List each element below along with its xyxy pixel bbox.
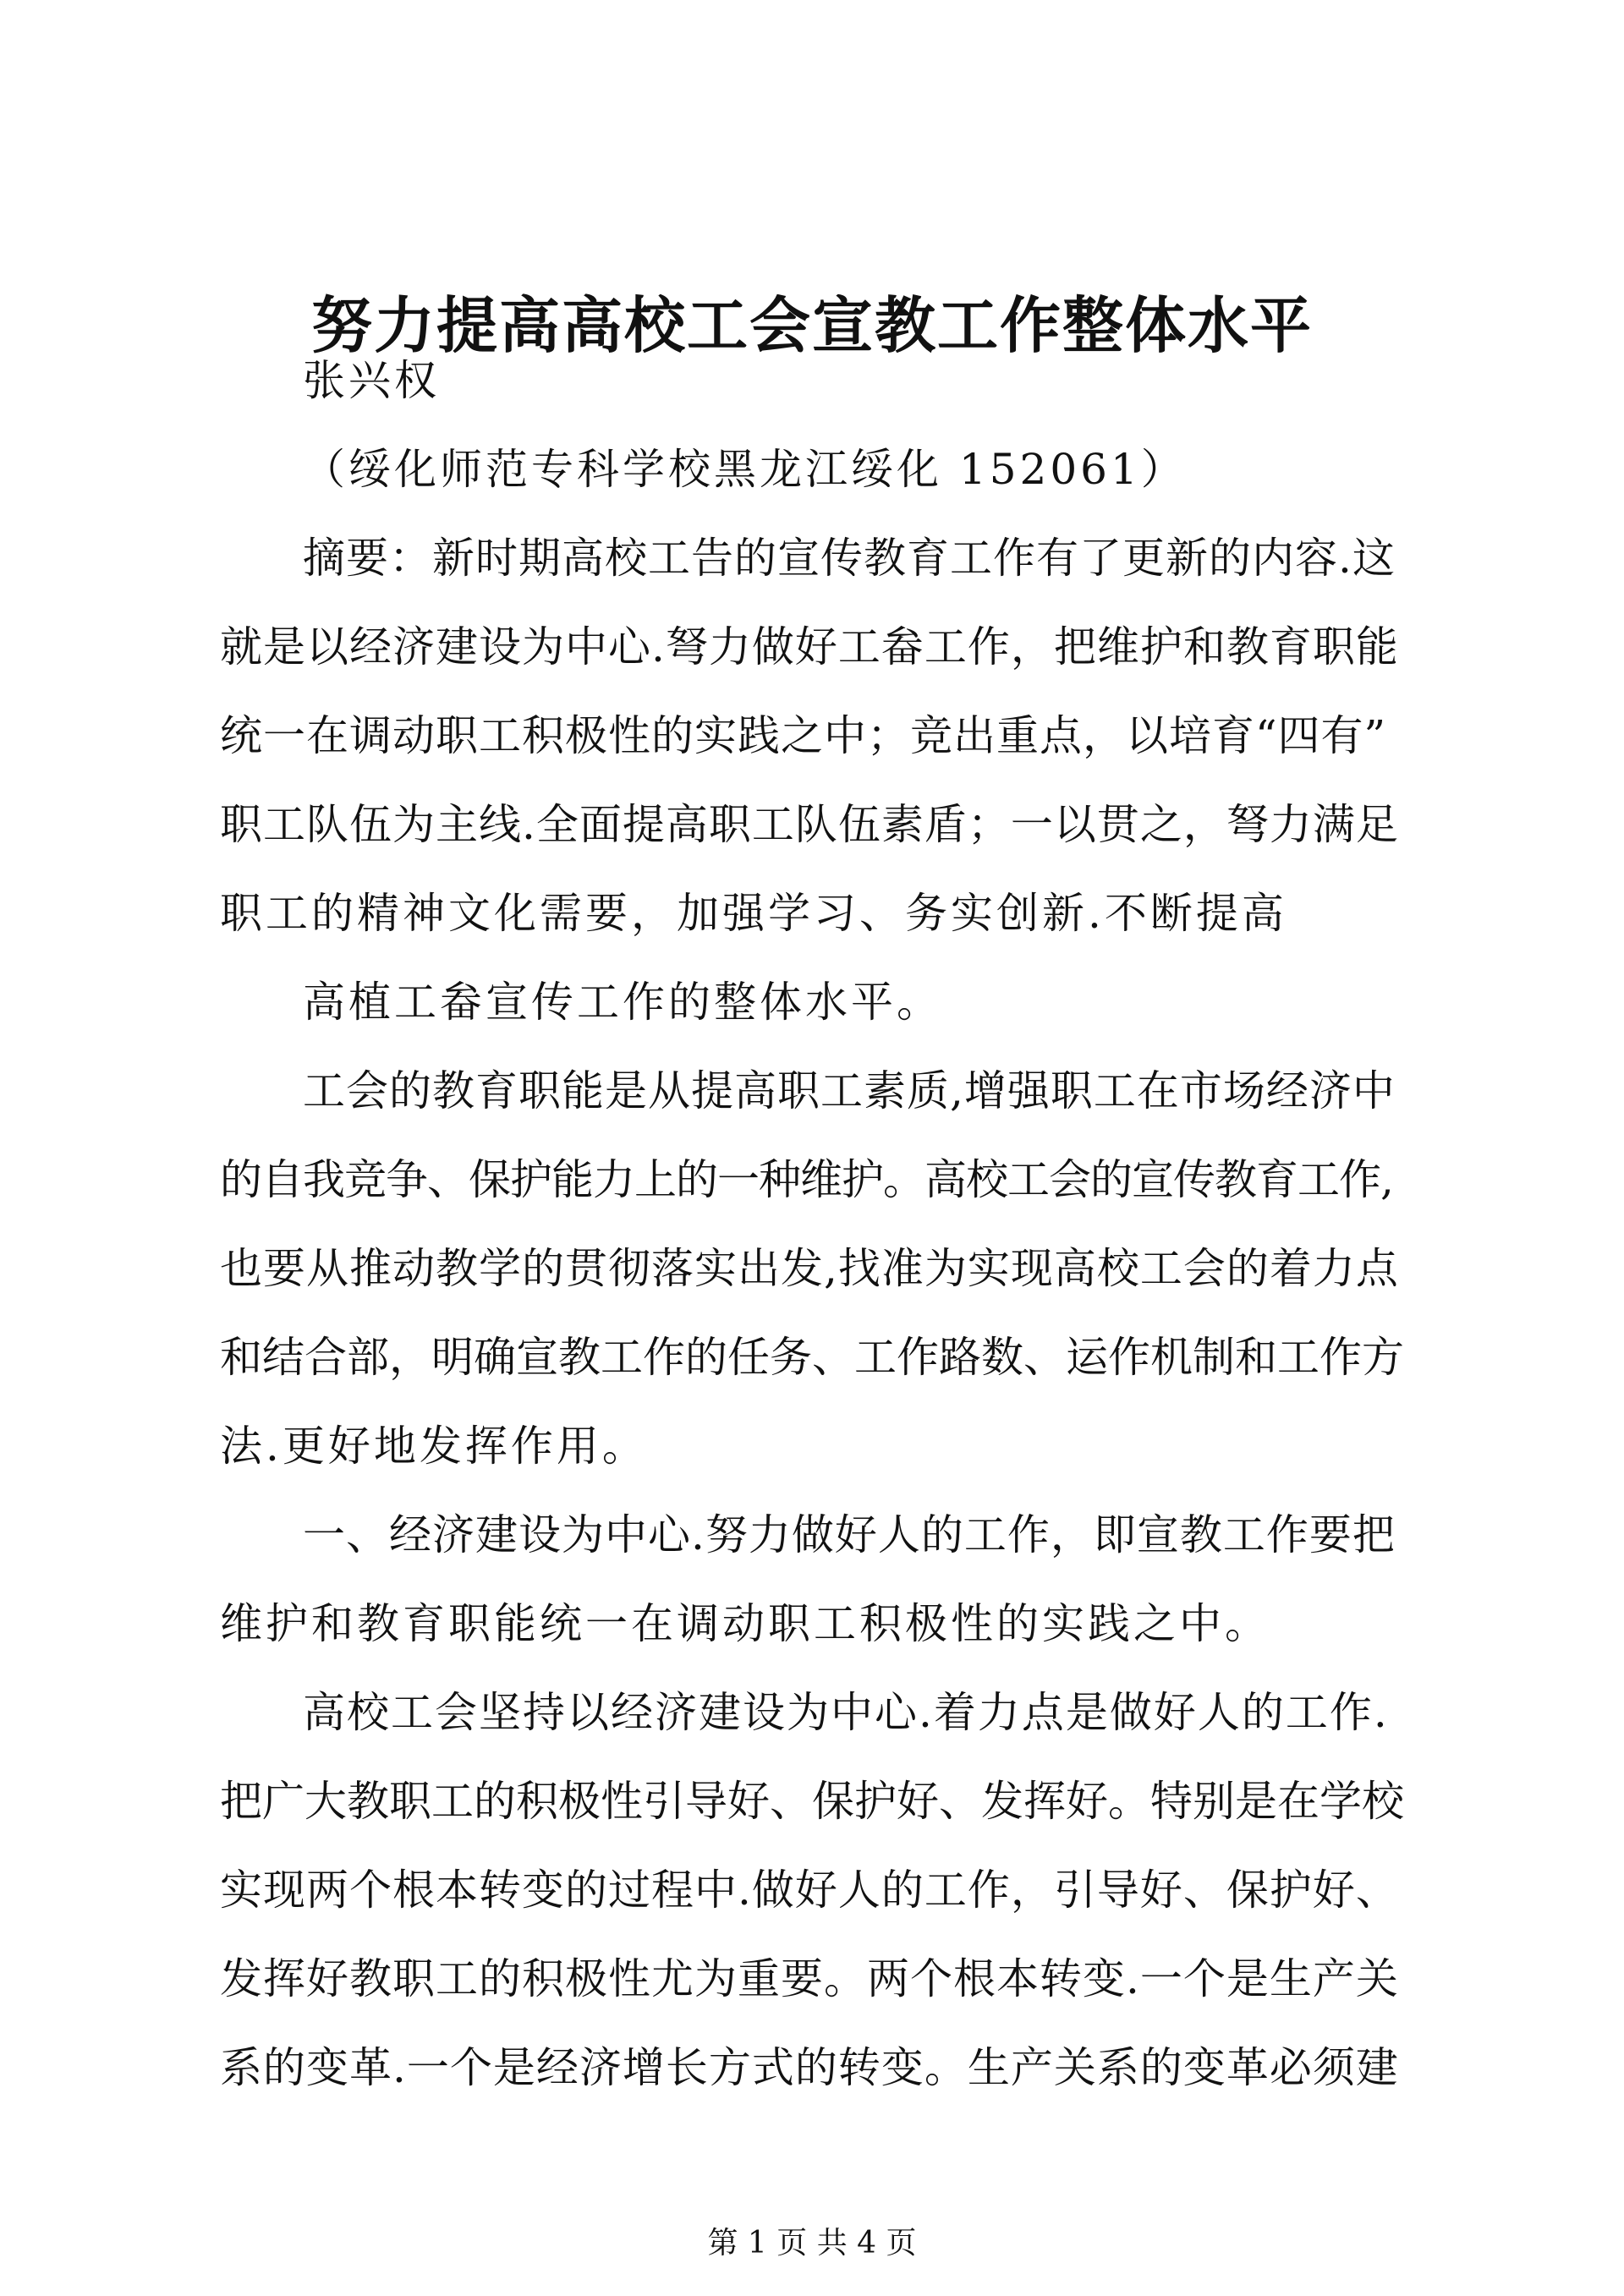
paragraph-line: 工会的教育职能是从提高职工素质,增强职工在市场经济中 bbox=[303, 1066, 1396, 1115]
paragraph-line: 高植工畚宣传工作的整体水平。 bbox=[303, 978, 942, 1027]
document-title: 努力提高高校工会宣教工作整体水平 bbox=[310, 289, 1313, 361]
paragraph-line: 实现两个根本转变的过程中.做好人的工作，引导好、保护好、 bbox=[220, 1866, 1399, 1915]
section-heading-line: 维护和教育职能统一在调动职工积极性的实践之中。 bbox=[220, 1599, 1270, 1648]
paragraph-line: 发挥好教职工的积极性尤为重要。两个根本转变.一个是生产关 bbox=[220, 1954, 1399, 2003]
section-heading-line: 一、经济建设为中心.努力做好人的工作，即宣教工作要把 bbox=[303, 1510, 1396, 1559]
paragraph-line: 职工队伍为主线.全面提高职工队伍素盾；一以贯之，弩力满足 bbox=[220, 800, 1399, 849]
paragraph-line: 统一在调动职工积极性的实践之中；竞出重点，以培育“四有” bbox=[220, 711, 1387, 760]
paragraph-line: 职工的精神文化需要，加强学习、务实创新.不断提高 bbox=[220, 889, 1287, 938]
page-footer: 第 1 页 共 4 页 bbox=[707, 2226, 917, 2260]
paragraph-line: 就是以经济建设为中心.弩力做好工畚工作，把维护和教育职能 bbox=[220, 622, 1399, 671]
author-name: 张兴权 bbox=[303, 356, 440, 405]
paragraph-line: 把广大教职工的积极性引导好、保护好、发挥好。特别是在学校 bbox=[220, 1777, 1404, 1826]
paragraph-line: 法.更好地发挥作用。 bbox=[220, 1422, 648, 1471]
paragraph-line: 摘要：新时期高校工告的宣传教育工作有了更新的内容.这 bbox=[303, 534, 1396, 583]
paragraph-line: 系的变革.一个是经济增长方式的转变。生产关系的变革必须建 bbox=[220, 2043, 1399, 2092]
paragraph-line: 高校工会坚持以经济建设为中心.着力点是做好人的工作. bbox=[303, 1688, 1389, 1737]
author-affiliation: （绥化师范专科学校黑龙江绥化 152061） bbox=[303, 445, 1187, 494]
paragraph-line: 的自我竞争、保护能力上的一种维护。高校工会的宣传教育工作, bbox=[220, 1155, 1393, 1204]
paragraph-line: 也要从推动教学的贯彻落实出发,找准为实现高校工会的着力点 bbox=[220, 1244, 1399, 1293]
paragraph-line: 和结合部，明确宣教工作的任务、工作路数、运作机制和工作方 bbox=[220, 1333, 1404, 1382]
